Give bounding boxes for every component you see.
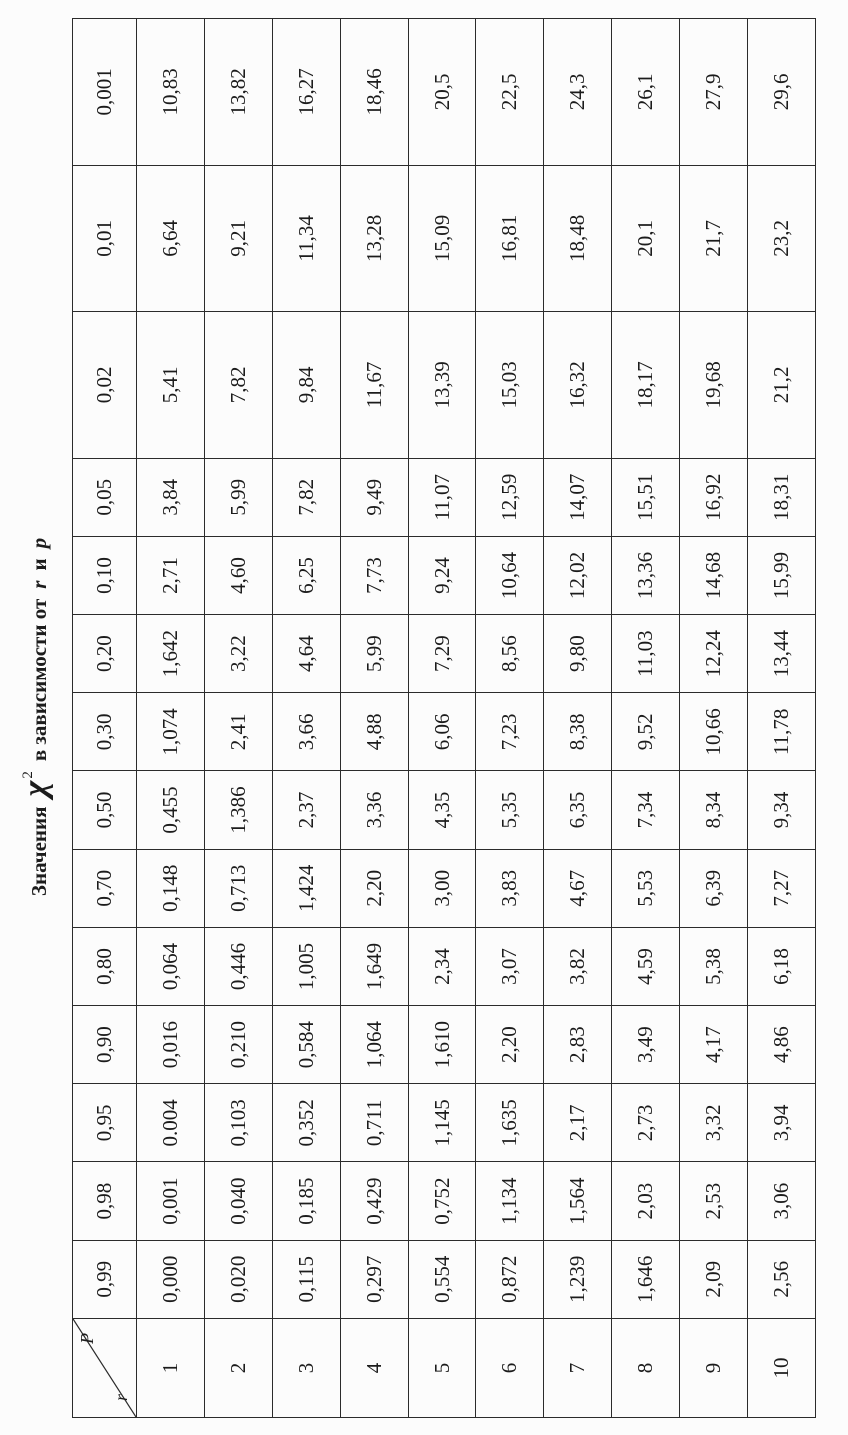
- chi-value-cell: 9,49: [340, 458, 408, 536]
- chi-value-cell: 24,3: [544, 19, 612, 166]
- title-var-r: r: [27, 580, 51, 589]
- table-row: [204, 19, 272, 1418]
- chi-square-table: [72, 18, 816, 1418]
- chi-value-cell: 3,00: [408, 849, 476, 927]
- chi-value-cell: 9,52: [612, 693, 680, 771]
- chi-value-cell: 2,20: [340, 849, 408, 927]
- p-header-cell: 0,80: [73, 927, 137, 1005]
- chi-value-cell: 18,31: [748, 458, 816, 536]
- chi-value-cell: 2,09: [680, 1240, 748, 1318]
- chi-value-cell: 6,25: [272, 536, 340, 614]
- chi-value-cell: 11,67: [340, 312, 408, 459]
- chi-value-cell: 3,32: [680, 1084, 748, 1162]
- chi-value-cell: 13,36: [612, 536, 680, 614]
- chi-value-cell: 1,064: [340, 1006, 408, 1084]
- chi-value-cell: 0,429: [340, 1162, 408, 1240]
- chi-value-cell: 14,07: [544, 458, 612, 536]
- chi-value-cell: 9,34: [748, 771, 816, 849]
- chi-value-cell: 16,27: [272, 19, 340, 166]
- chi-value-cell: 0.004: [137, 1084, 205, 1162]
- chi-value-cell: 4,60: [204, 536, 272, 614]
- p-header-cell: 0,20: [73, 615, 137, 693]
- chi-value-cell: 6,64: [137, 165, 205, 312]
- chi-value-cell: 2,37: [272, 771, 340, 849]
- chi-value-cell: 18,48: [544, 165, 612, 312]
- chi-value-cell: 2,17: [544, 1084, 612, 1162]
- chi-value-cell: 15,03: [476, 312, 544, 459]
- table-row: [544, 19, 612, 1418]
- chi-value-cell: 7,27: [748, 849, 816, 927]
- table-row: [408, 19, 476, 1418]
- title-prefix: Значения: [27, 806, 51, 897]
- chi-value-cell: 15,51: [612, 458, 680, 536]
- chi-value-cell: 0,352: [272, 1084, 340, 1162]
- chi-value-cell: 0,210: [204, 1006, 272, 1084]
- table-row: [612, 19, 680, 1418]
- chi-value-cell: 21,2: [748, 312, 816, 459]
- chi-value-cell: 6,06: [408, 693, 476, 771]
- chi-value-cell: 10,83: [137, 19, 205, 166]
- chi-symbol: χ: [17, 780, 54, 797]
- chi-value-cell: 20,5: [408, 19, 476, 166]
- chi-value-cell: 14,68: [680, 536, 748, 614]
- chi-exponent: 2: [20, 771, 36, 779]
- chi-value-cell: 5,53: [612, 849, 680, 927]
- r-value-cell: 7: [544, 1318, 612, 1417]
- chi-value-cell: 6,39: [680, 849, 748, 927]
- chi-value-cell: 7,23: [476, 693, 544, 771]
- p-header-cell: 0,99: [73, 1240, 137, 1318]
- p-header-cell: 0,05: [73, 458, 137, 536]
- r-value-cell: 6: [476, 1318, 544, 1417]
- r-value-cell: 5: [408, 1318, 476, 1417]
- chi-value-cell: 1,386: [204, 771, 272, 849]
- chi-value-cell: 4,86: [748, 1006, 816, 1084]
- corner-label-p: P: [77, 1332, 97, 1344]
- r-value-cell: 10: [748, 1318, 816, 1417]
- chi-value-cell: 8,34: [680, 771, 748, 849]
- chi-value-cell: 13,82: [204, 19, 272, 166]
- chi-value-cell: 7,82: [272, 458, 340, 536]
- chi-value-cell: 1,005: [272, 927, 340, 1005]
- chi-value-cell: 0,584: [272, 1006, 340, 1084]
- chi-value-cell: 7,73: [340, 536, 408, 614]
- chi-value-cell: 5,99: [204, 458, 272, 536]
- chi-value-cell: 11,78: [748, 693, 816, 771]
- r-value-cell: 9: [680, 1318, 748, 1417]
- chi-value-cell: 3,66: [272, 693, 340, 771]
- chi-value-cell: 18,17: [612, 312, 680, 459]
- chi-value-cell: 8,38: [544, 693, 612, 771]
- chi-value-cell: 3,49: [612, 1006, 680, 1084]
- chi-value-cell: 0,103: [204, 1084, 272, 1162]
- chi-value-cell: 0,554: [408, 1240, 476, 1318]
- chi-value-cell: 27,9: [680, 19, 748, 166]
- chi-value-cell: 16,92: [680, 458, 748, 536]
- chi-value-cell: 16,81: [476, 165, 544, 312]
- chi-value-cell: 1,074: [137, 693, 205, 771]
- chi-value-cell: 0,020: [204, 1240, 272, 1318]
- chi-value-cell: 0,713: [204, 849, 272, 927]
- chi-value-cell: 1,649: [340, 927, 408, 1005]
- chi-value-cell: 4,17: [680, 1006, 748, 1084]
- chi-value-cell: 0,040: [204, 1162, 272, 1240]
- r-value-cell: 3: [272, 1318, 340, 1417]
- chi-value-cell: 13,44: [748, 615, 816, 693]
- header-row: [73, 19, 137, 1418]
- p-header-cell: 0,10: [73, 536, 137, 614]
- chi-value-cell: 0,297: [340, 1240, 408, 1318]
- r-value-cell: 2: [204, 1318, 272, 1417]
- p-header-cell: 0,30: [73, 693, 137, 771]
- chi-value-cell: 7,29: [408, 615, 476, 693]
- chi-value-cell: 2,34: [408, 927, 476, 1005]
- chi-value-cell: 0,711: [340, 1084, 408, 1162]
- chi-value-cell: 1,424: [272, 849, 340, 927]
- table-row: [680, 19, 748, 1418]
- chi-value-cell: 0,115: [272, 1240, 340, 1318]
- title-var-p: p: [27, 537, 51, 549]
- chi-value-cell: 5,41: [137, 312, 205, 459]
- chi-value-cell: 0,000: [137, 1240, 205, 1318]
- chi-value-cell: 1,564: [544, 1162, 612, 1240]
- chi-value-cell: 13,39: [408, 312, 476, 459]
- chi-value-cell: 3,36: [340, 771, 408, 849]
- chi-value-cell: 12,02: [544, 536, 612, 614]
- chi-value-cell: 7,34: [612, 771, 680, 849]
- chi-value-cell: 1,635: [476, 1084, 544, 1162]
- chi-value-cell: 10,64: [476, 536, 544, 614]
- chi-value-cell: 13,28: [340, 165, 408, 312]
- chi-value-cell: 1,642: [137, 615, 205, 693]
- chi-value-cell: 15,99: [748, 536, 816, 614]
- chi-value-cell: 6,18: [748, 927, 816, 1005]
- chi-value-cell: 15,09: [408, 165, 476, 312]
- chi-value-cell: 0,185: [272, 1162, 340, 1240]
- chi-value-cell: 9,80: [544, 615, 612, 693]
- chi-value-cell: 21,7: [680, 165, 748, 312]
- chi-value-cell: 2,71: [137, 536, 205, 614]
- table-row: [272, 19, 340, 1418]
- r-value-cell: 4: [340, 1318, 408, 1417]
- chi-value-cell: 4,64: [272, 615, 340, 693]
- page-title: [17, 538, 55, 896]
- title-conj: и: [27, 558, 51, 571]
- chi-value-cell: 18,46: [340, 19, 408, 166]
- title-suffix: в зависимости от: [27, 598, 51, 762]
- chi-value-cell: 4,67: [544, 849, 612, 927]
- chi-value-cell: 2,53: [680, 1162, 748, 1240]
- chi-value-cell: 0,016: [137, 1006, 205, 1084]
- chi-value-cell: 0,064: [137, 927, 205, 1005]
- chi-value-cell: 23,2: [748, 165, 816, 312]
- chi-value-cell: 5,38: [680, 927, 748, 1005]
- chi-value-cell: 2,73: [612, 1084, 680, 1162]
- corner-cell: [73, 1318, 137, 1417]
- p-header-cell: 0,95: [73, 1084, 137, 1162]
- chi-value-cell: 19,68: [680, 312, 748, 459]
- chi-value-cell: 6,35: [544, 771, 612, 849]
- chi-value-cell: 7,82: [204, 312, 272, 459]
- chi-value-cell: 1,646: [612, 1240, 680, 1318]
- chi-value-cell: 1,134: [476, 1162, 544, 1240]
- table-row: [476, 19, 544, 1418]
- chi-value-cell: 29,6: [748, 19, 816, 166]
- chi-square-table-container: [72, 18, 816, 1418]
- chi-value-cell: 3,06: [748, 1162, 816, 1240]
- p-header-cell: 0,02: [73, 312, 137, 459]
- chi-value-cell: 12,59: [476, 458, 544, 536]
- chi-value-cell: 1,610: [408, 1006, 476, 1084]
- chi-value-cell: 3,94: [748, 1084, 816, 1162]
- chi-value-cell: 8,56: [476, 615, 544, 693]
- chi-value-cell: 5,99: [340, 615, 408, 693]
- table-row: [340, 19, 408, 1418]
- p-header-cell: 0,01: [73, 165, 137, 312]
- p-header-cell: 0,50: [73, 771, 137, 849]
- chi-value-cell: 22,5: [476, 19, 544, 166]
- chi-value-cell: 3,82: [544, 927, 612, 1005]
- chi-value-cell: 26,1: [612, 19, 680, 166]
- chi-value-cell: 2,03: [612, 1162, 680, 1240]
- chi-value-cell: 11,03: [612, 615, 680, 693]
- chi-value-cell: 10,66: [680, 693, 748, 771]
- chi-value-cell: 2,56: [748, 1240, 816, 1318]
- chi-value-cell: 20,1: [612, 165, 680, 312]
- chi-value-cell: 4,35: [408, 771, 476, 849]
- chi-value-cell: 3,84: [137, 458, 205, 536]
- chi-value-cell: 0,455: [137, 771, 205, 849]
- chi-value-cell: 1,239: [544, 1240, 612, 1318]
- r-value-cell: 8: [612, 1318, 680, 1417]
- chi-value-cell: 9,84: [272, 312, 340, 459]
- chi-value-cell: 9,24: [408, 536, 476, 614]
- corner-label-r: r: [111, 1393, 131, 1401]
- chi-value-cell: 3,83: [476, 849, 544, 927]
- table-row: [748, 19, 816, 1418]
- p-header-cell: 0,98: [73, 1162, 137, 1240]
- p-header-cell: 0,001: [73, 19, 137, 166]
- chi-value-cell: 16,32: [544, 312, 612, 459]
- chi-value-cell: 4,88: [340, 693, 408, 771]
- chi-value-cell: 0,446: [204, 927, 272, 1005]
- table-row: [137, 19, 205, 1418]
- chi-value-cell: 3,07: [476, 927, 544, 1005]
- chi-value-cell: 12,24: [680, 615, 748, 693]
- chi-value-cell: 2,20: [476, 1006, 544, 1084]
- p-header-cell: 0,90: [73, 1006, 137, 1084]
- chi-value-cell: 9,21: [204, 165, 272, 312]
- chi-value-cell: 1,145: [408, 1084, 476, 1162]
- chi-value-cell: 0,001: [137, 1162, 205, 1240]
- chi-value-cell: 3,22: [204, 615, 272, 693]
- chi-value-cell: 0,872: [476, 1240, 544, 1318]
- p-header-cell: 0,70: [73, 849, 137, 927]
- chi-value-cell: 0,148: [137, 849, 205, 927]
- chi-value-cell: 4,59: [612, 927, 680, 1005]
- chi-value-cell: 2,83: [544, 1006, 612, 1084]
- chi-value-cell: 2,41: [204, 693, 272, 771]
- chi-value-cell: 5,35: [476, 771, 544, 849]
- r-value-cell: 1: [137, 1318, 205, 1417]
- chi-value-cell: 11,07: [408, 458, 476, 536]
- chi-value-cell: 11,34: [272, 165, 340, 312]
- chi-value-cell: 0,752: [408, 1162, 476, 1240]
